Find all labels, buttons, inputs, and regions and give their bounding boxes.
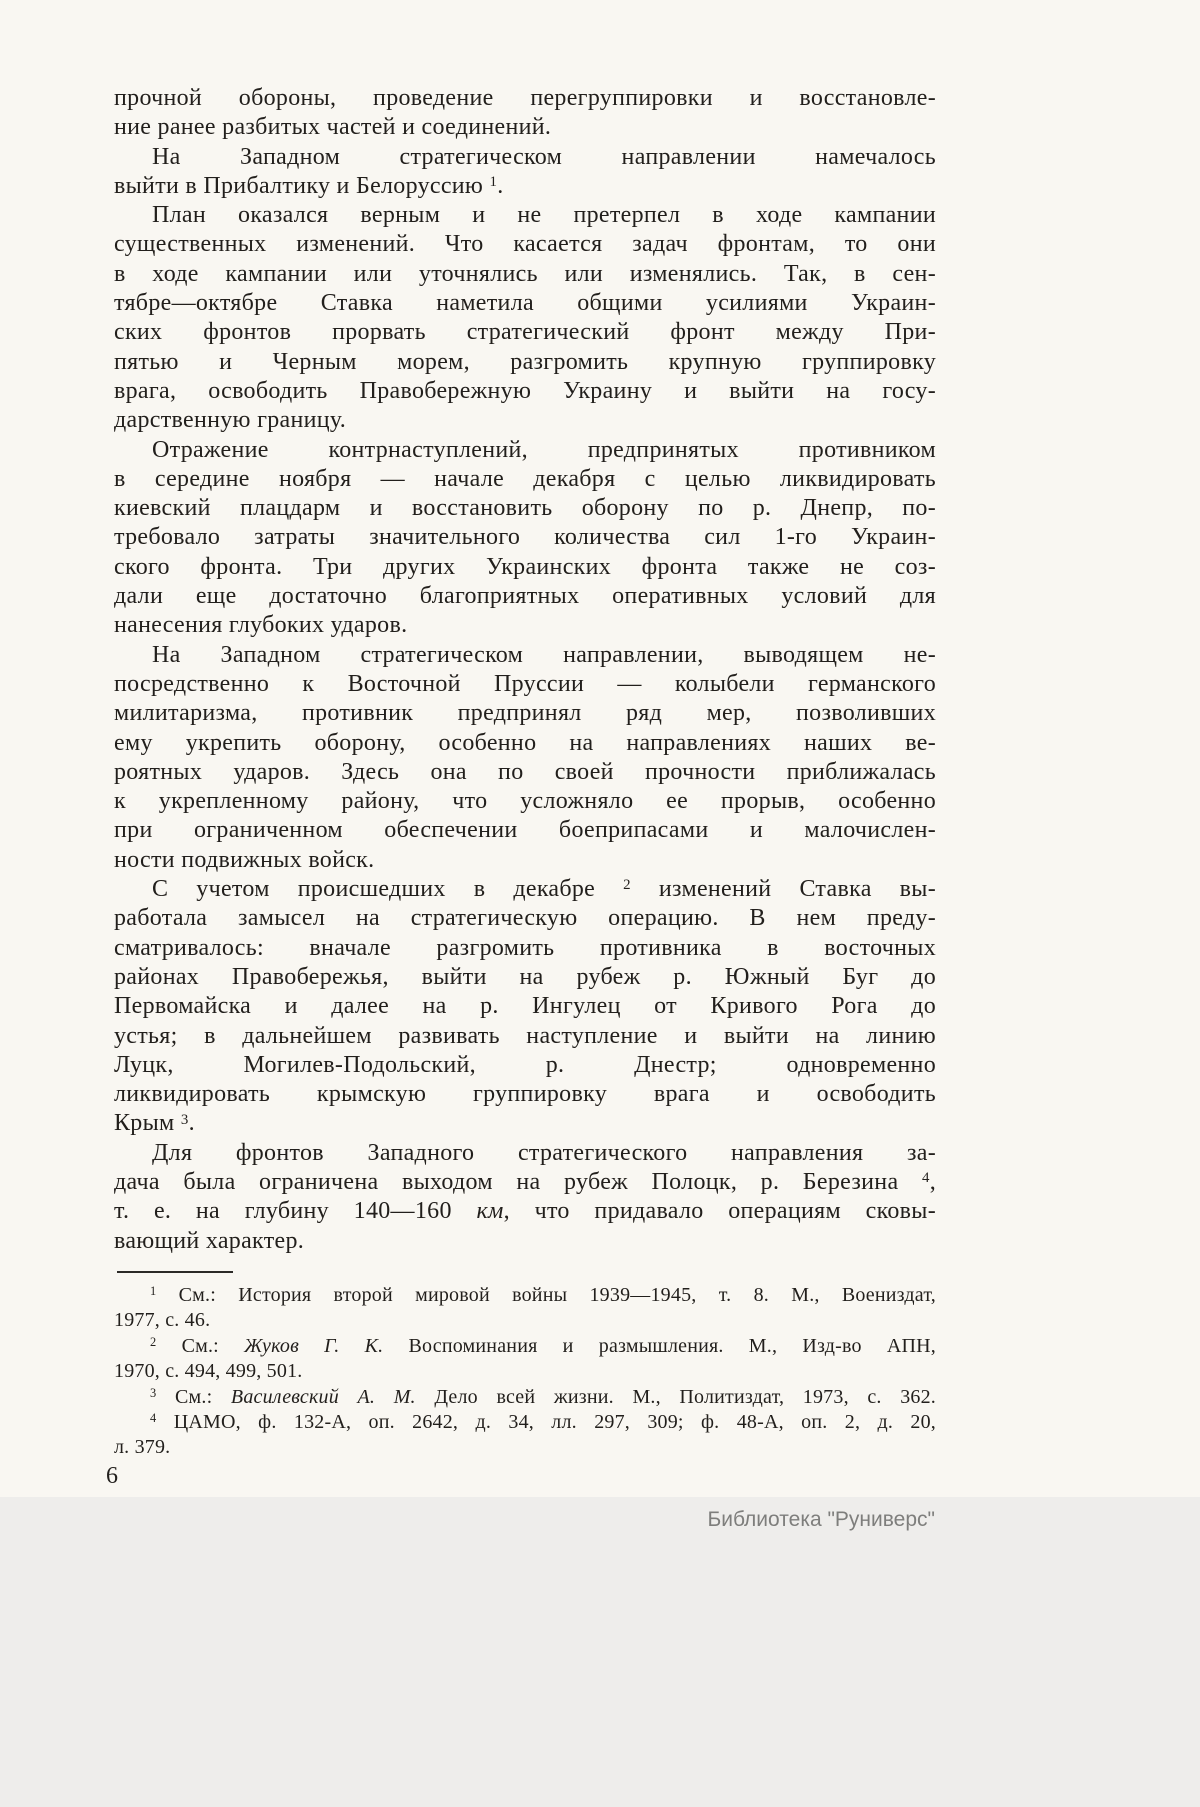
text-run: милитаризма, противник предпринял ряд мер, позволивших: [114, 700, 936, 727]
scan-bottom-band: [0, 1497, 1200, 1807]
text-line: [114, 816, 936, 845]
footnote: [114, 1283, 936, 1334]
italic-text: Василевский А. М.: [230, 1385, 416, 1408]
footnote-marker: 3: [180, 1111, 189, 1128]
text-run: к укрепленному району, что усложняло ее прорыв, особенно: [114, 788, 936, 815]
text-run: выйти в Прибалтику и Белоруссию: [114, 172, 490, 199]
footnote: [114, 1385, 936, 1410]
text-line: [114, 113, 936, 142]
text-line: [114, 348, 936, 377]
text-run: ского фронта. Три других Украинских фронта также не соз-: [114, 553, 936, 580]
text-run: работала замысел на стратегическую операцию. В нем преду-: [114, 905, 936, 932]
text-line: [114, 611, 936, 640]
text-line: [114, 1022, 936, 1051]
text-run: План оказался верным и не претерпел в ходе кампании: [152, 202, 936, 229]
text-run: Отражение контрнаступлений, предпринятых противником: [152, 436, 936, 463]
footnote-marker: 4: [150, 1411, 157, 1426]
text-line: [114, 465, 936, 494]
text-line: [114, 1168, 936, 1197]
text-run: тябре—октябре Ставка наметила общими усилиями Украин-: [114, 290, 936, 317]
text-run: киевский плацдарм и восстановить оборону по р. Днепр, по-: [114, 495, 936, 522]
text-line: [114, 1334, 936, 1359]
text-run: Первомайска и далее на р. Ингулец от Кривого Рога до: [114, 993, 936, 1020]
text-run: ,: [929, 1168, 936, 1195]
footnote: [114, 1334, 936, 1385]
library-watermark: Библиотека "Руниверс": [707, 1508, 935, 1531]
paragraph: [114, 143, 936, 202]
text-line: [114, 1227, 936, 1256]
text-run: прочной обороны, проведение перегруппировки и восстановле-: [114, 85, 936, 111]
text-run: Для фронтов Западного стратегического направления за-: [152, 1139, 936, 1166]
text-line: [114, 1385, 936, 1410]
page-number: 6: [106, 1463, 118, 1489]
text-run: посредственно к Восточной Пруссии — колыбели германского: [114, 670, 936, 697]
text-line: [114, 230, 936, 259]
text-run: 1970, с. 494, 499, 501.: [114, 1360, 303, 1383]
text-run: т. е. на глубину 140—160: [114, 1198, 477, 1225]
text-line: [114, 318, 936, 347]
text-run: Крым: [114, 1110, 181, 1137]
text-run: дали еще достаточно благоприятных оперативных условий для: [114, 583, 936, 610]
italic-text: Жуков Г. К.: [244, 1334, 384, 1357]
text-run: Дело всей жизни. М., Политиздат, 1973, с. 362.: [415, 1385, 936, 1408]
text-run: См.: История второй мировой войны 1939—1945, т. 8. М., Воениздат,: [156, 1284, 936, 1306]
text-run: врага, освободить Правобережную Украину и выйти на госу-: [114, 377, 936, 404]
text-line: [114, 729, 936, 758]
text-run: существенных изменений. Что касается задач фронтам, то они: [114, 231, 936, 258]
text-run: в ходе кампании или уточнялись или изменялись. Так, в сен-: [114, 260, 936, 287]
text-line: [114, 875, 936, 904]
text-line: [114, 406, 936, 435]
text-line: [114, 1051, 936, 1080]
text-run: требовало затраты значительного количества сил 1-го Украин-: [114, 524, 936, 551]
text-run: ликвидировать крымскую группировку врага и освободить: [114, 1081, 936, 1108]
text-run: На Западном стратегическом направлении намечалось: [152, 143, 936, 170]
paragraph: [114, 84, 936, 143]
text-run: На Западном стратегическом направлении, выводящем не-: [152, 641, 936, 668]
footnote-marker: 2: [150, 1335, 157, 1350]
text-run: См.:: [156, 1334, 245, 1357]
text-run: вающий характер.: [114, 1227, 305, 1254]
text-run: .: [497, 172, 504, 199]
text-run: изменений Ставка вы-: [630, 876, 936, 903]
text-line: [114, 553, 936, 582]
paragraph: [114, 641, 936, 875]
text-line: [114, 289, 936, 318]
footnote: [114, 1410, 936, 1461]
text-run: С учетом происшедших в декабре: [152, 876, 624, 903]
text-line: [114, 641, 936, 670]
text-run: устья; в дальнейшем развивать наступление и выйти на линию: [114, 1022, 936, 1049]
text-run: Луцк, Могилев-Подольский, р. Днестр; одновременно: [114, 1051, 936, 1078]
text-line: [114, 904, 936, 933]
text-run: л. 379.: [114, 1436, 171, 1459]
footnote-marker: 1: [489, 174, 498, 191]
paragraph: [114, 1139, 936, 1256]
text-line: [114, 377, 936, 406]
text-run: дарственную границу.: [114, 407, 347, 434]
text-line: [114, 582, 936, 611]
text-line: [114, 1359, 936, 1384]
footnote-marker: 2: [623, 877, 631, 894]
text-line: [114, 201, 936, 230]
paragraph: [114, 436, 936, 641]
text-run: См.:: [156, 1385, 231, 1408]
body-text-block: [114, 84, 936, 1256]
text-run: Воспоминания и размышления. М., Изд-во АПН,: [383, 1334, 936, 1357]
text-line: [114, 260, 936, 289]
text-line: [114, 846, 936, 875]
text-line: [114, 992, 936, 1021]
text-run: нанесения глубоких ударов.: [114, 612, 408, 639]
text-line: [114, 670, 936, 699]
text-run: роятных ударов. Здесь она по своей прочности приближалась: [114, 758, 936, 785]
text-run: ских фронтов прорвать стратегический фронт между При-: [114, 319, 936, 346]
text-line: [114, 1308, 936, 1333]
text-run: сматривалось: вначале разгромить противника в восточных: [114, 934, 936, 961]
footnote-marker: 3: [150, 1386, 157, 1401]
text-line: [114, 1410, 936, 1435]
text-run: 1977, с. 46.: [114, 1309, 211, 1332]
footnote-marker: 4: [921, 1170, 930, 1187]
text-line: [114, 699, 936, 728]
footnote-marker: 1: [150, 1284, 157, 1299]
text-line: [114, 934, 936, 963]
italic-text: км: [476, 1198, 504, 1225]
text-run: ние ранее разбитых частей и соединений.: [114, 114, 552, 141]
text-line: [114, 1139, 936, 1168]
text-line: [114, 758, 936, 787]
text-line: [114, 172, 936, 201]
text-run: в середине ноября — начале декабря с целью ликвидировать: [114, 465, 936, 492]
text-line: [114, 523, 936, 552]
text-line: [114, 1080, 936, 1109]
text-run: .: [188, 1110, 195, 1137]
text-run: пятью и Черным морем, разгромить крупную группировку: [114, 348, 936, 375]
text-line: [114, 143, 936, 172]
paragraph: [114, 875, 936, 1139]
text-line: [114, 1283, 936, 1308]
text-line: [114, 1197, 936, 1226]
text-run: дача была ограничена выходом на рубеж Полоцк, р. Березина: [114, 1168, 922, 1195]
text-run: ему укрепить оборону, особенно на направлениях наших ве-: [114, 729, 936, 756]
text-run: районах Правобережья, выйти на рубеж р. Южный Буг до: [114, 963, 936, 990]
text-line: [114, 963, 936, 992]
text-run: , что придавало операциям сковы-: [503, 1198, 937, 1225]
text-line: [114, 1109, 936, 1138]
text-line: [114, 494, 936, 523]
text-line: [114, 84, 936, 113]
text-line: [114, 1435, 936, 1460]
footnotes-block: [114, 1283, 936, 1461]
text-line: [114, 787, 936, 816]
text-run: ности подвижных войск.: [114, 846, 375, 873]
text-run: при ограниченном обеспечении боеприпасами и малочислен-: [114, 817, 936, 844]
text-line: [114, 436, 936, 465]
text-run: ЦАМО, ф. 132-А, оп. 2642, д. 34, лл. 297, 309; ф. 48-А, оп. 2, д. 20,: [156, 1411, 936, 1434]
footnote-separator: [117, 1271, 233, 1273]
paragraph: [114, 201, 936, 435]
